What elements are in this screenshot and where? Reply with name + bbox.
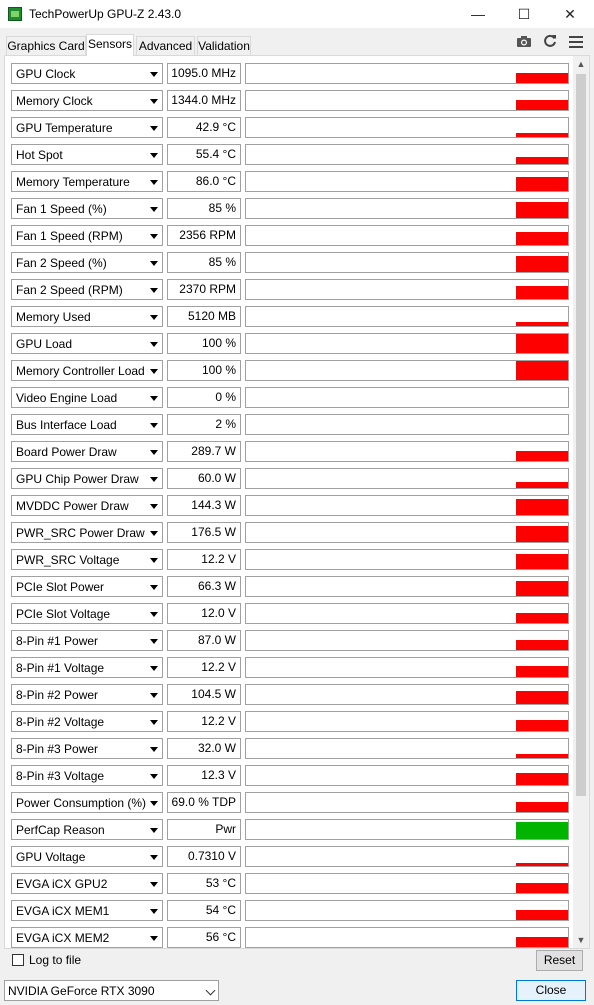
sensor-graph-fill [516, 73, 568, 83]
sensor-graph-fill [516, 883, 568, 893]
sensor-name-dropdown[interactable] [11, 576, 163, 597]
sensor-row [5, 870, 573, 897]
sensor-row [5, 843, 573, 870]
sensor-value: 100 % [167, 360, 241, 381]
sensor-name-dropdown[interactable] [11, 684, 163, 705]
sensor-graph [245, 171, 569, 192]
sensor-graph [245, 603, 569, 624]
log-to-file-label: Log to file [29, 953, 82, 967]
sensor-row [5, 762, 573, 789]
sensor-name: Video Engine Load [16, 391, 118, 405]
sensor-name-dropdown[interactable] [11, 306, 163, 327]
sensor-name-dropdown[interactable] [11, 657, 163, 678]
sensor-graph-fill [516, 937, 568, 947]
sensor-graph [245, 927, 569, 948]
dropdown-arrow-icon [150, 450, 158, 455]
minimize-button[interactable]: — [471, 6, 485, 22]
sensor-graph [245, 117, 569, 138]
sensor-row [5, 141, 573, 168]
sensor-graph-fill [516, 802, 568, 812]
sensor-name: MVDDC Power Draw [16, 499, 129, 513]
sensor-name: Memory Clock [16, 94, 93, 108]
sensor-value: Pwr [167, 819, 241, 840]
sensor-graph-fill [516, 451, 568, 461]
sensor-name-dropdown[interactable] [11, 819, 163, 840]
sensor-name-dropdown[interactable] [11, 549, 163, 570]
sensor-graph-fill [516, 822, 568, 839]
sensor-value: 0 % [167, 387, 241, 408]
sensor-name: Fan 1 Speed (%) [16, 202, 107, 216]
sensor-graph-fill [516, 910, 568, 920]
reset-button[interactable]: Reset [536, 950, 583, 971]
sensor-value: 54 °C [167, 900, 241, 921]
sensor-name-dropdown[interactable] [11, 360, 163, 381]
sensor-name: 8-Pin #2 Voltage [16, 715, 105, 729]
tab-graphics-card[interactable]: Graphics Card [6, 36, 86, 55]
sensor-name: Fan 2 Speed (%) [16, 256, 107, 270]
tab-strip [0, 34, 594, 56]
sensor-row [5, 654, 573, 681]
dropdown-arrow-icon [150, 612, 158, 617]
sensor-row [5, 384, 573, 411]
sensor-graph-fill [516, 334, 568, 353]
sensor-row [5, 195, 573, 222]
sensor-graph-fill [516, 613, 568, 623]
sensor-row [5, 303, 573, 330]
dropdown-arrow-icon [150, 288, 158, 293]
sensors-panel [4, 55, 590, 949]
sensor-name-dropdown[interactable] [11, 738, 163, 759]
sensor-row [5, 708, 573, 735]
sensor-graph [245, 90, 569, 111]
sensor-name: 8-Pin #1 Power [16, 634, 99, 648]
sensor-name-dropdown[interactable] [11, 144, 163, 165]
sensor-name: EVGA iCX GPU2 [16, 877, 108, 891]
scroll-down-icon[interactable]: ▼ [576, 935, 586, 945]
sensor-graph [245, 684, 569, 705]
sensor-graph-fill [516, 361, 568, 380]
sensor-list [5, 56, 573, 948]
sensor-name: Memory Used [16, 310, 91, 324]
close-window-button[interactable]: ✕ [564, 5, 576, 22]
sensor-row [5, 438, 573, 465]
sensor-name-dropdown[interactable] [11, 63, 163, 84]
sensor-graph [245, 738, 569, 759]
sensor-value: 0.7310 V [167, 846, 241, 867]
sensor-graph [245, 63, 569, 84]
sensor-graph [245, 414, 569, 435]
sensor-graph [245, 225, 569, 246]
dropdown-arrow-icon [150, 369, 158, 374]
gpu-z-logo-icon [8, 7, 22, 21]
sensor-graph-fill [516, 691, 568, 704]
sensor-name: 8-Pin #3 Power [16, 742, 99, 756]
sensor-name-dropdown[interactable] [11, 387, 163, 408]
sensor-graph [245, 144, 569, 165]
sensor-name-dropdown[interactable] [11, 522, 163, 543]
dropdown-arrow-icon [150, 909, 158, 914]
sensor-row [5, 411, 573, 438]
sensor-name-dropdown[interactable] [11, 441, 163, 462]
sensor-name: GPU Clock [16, 67, 76, 81]
camera-icon[interactable] [515, 34, 533, 52]
sensor-graph-fill [516, 482, 568, 488]
sensor-graph-fill [516, 286, 568, 299]
sensor-name-dropdown[interactable] [11, 279, 163, 300]
sensor-row [5, 465, 573, 492]
menu-icon[interactable] [567, 34, 585, 52]
scroll-up-icon[interactable]: ▲ [576, 59, 586, 69]
sensor-graph [245, 441, 569, 462]
log-to-file-checkbox[interactable] [12, 954, 24, 966]
gpu-selector-value: NVIDIA GeForce RTX 3090 [8, 984, 155, 998]
sensor-name: PCIe Slot Voltage [16, 607, 111, 621]
sensor-value: 2 % [167, 414, 241, 435]
sensor-name-dropdown[interactable] [11, 90, 163, 111]
sensor-graph [245, 468, 569, 489]
sensor-graph-fill [516, 100, 568, 110]
sensor-row [5, 492, 573, 519]
sensor-name-dropdown[interactable] [11, 927, 163, 948]
sensor-value: 42.9 °C [167, 117, 241, 138]
sensor-row [5, 627, 573, 654]
sensor-graph-fill [516, 202, 568, 218]
sensor-name: Bus Interface Load [16, 418, 117, 432]
sensor-name: Hot Spot [16, 148, 63, 162]
sensor-value: 1344.0 MHz [167, 90, 241, 111]
sensor-value: 12.3 V [167, 765, 241, 786]
sensor-graph [245, 711, 569, 732]
sensor-row [5, 330, 573, 357]
sensor-graph [245, 549, 569, 570]
sensor-name: PWR_SRC Power Draw [16, 526, 145, 540]
window-title: TechPowerUp GPU-Z 2.43.0 [29, 7, 182, 21]
dropdown-arrow-icon [150, 720, 158, 725]
sensor-graph-fill [516, 720, 568, 731]
sensor-graph [245, 576, 569, 597]
dropdown-arrow-icon [150, 747, 158, 752]
dropdown-arrow-icon [150, 855, 158, 860]
sensor-value: 86.0 °C [167, 171, 241, 192]
sensor-row [5, 276, 573, 303]
sensor-row [5, 519, 573, 546]
sensor-row [5, 546, 573, 573]
sensor-row [5, 924, 573, 948]
sensor-graph [245, 873, 569, 894]
sensor-graph-fill [516, 640, 568, 650]
sensor-value: 12.2 V [167, 711, 241, 732]
sensor-row [5, 897, 573, 924]
sensor-name: GPU Chip Power Draw [16, 472, 139, 486]
tab-validation[interactable]: Validation [197, 36, 251, 55]
sensor-graph-fill [516, 499, 568, 515]
sensor-graph [245, 765, 569, 786]
dropdown-arrow-icon [150, 153, 158, 158]
sensor-row [5, 357, 573, 384]
sensor-row [5, 60, 573, 87]
sensor-name: Fan 1 Speed (RPM) [16, 229, 123, 243]
dropdown-arrow-icon [150, 126, 158, 131]
sensor-graph-fill [516, 322, 568, 326]
sensor-graph-fill [516, 666, 568, 677]
sensor-name-dropdown[interactable] [11, 495, 163, 516]
sensor-value: 55.4 °C [167, 144, 241, 165]
sensor-name: 8-Pin #2 Power [16, 688, 99, 702]
dropdown-arrow-icon [150, 882, 158, 887]
sensor-row [5, 168, 573, 195]
sensor-value: 144.3 W [167, 495, 241, 516]
dropdown-arrow-icon [150, 234, 158, 239]
dropdown-arrow-icon [150, 72, 158, 77]
dropdown-arrow-icon [150, 99, 158, 104]
sensor-graph [245, 792, 569, 813]
sensor-name: EVGA iCX MEM1 [16, 904, 110, 918]
dropdown-arrow-icon [150, 639, 158, 644]
sensor-graph [245, 198, 569, 219]
dropdown-arrow-icon [150, 396, 158, 401]
sensor-graph [245, 900, 569, 921]
sensor-graph [245, 630, 569, 651]
sensor-graph-fill [516, 157, 568, 164]
close-button[interactable]: Close [516, 980, 586, 1001]
sensor-row [5, 789, 573, 816]
sensor-name-dropdown[interactable] [11, 252, 163, 273]
sensor-graph [245, 819, 569, 840]
sensor-value: 289.7 W [167, 441, 241, 462]
sensor-graph-fill [516, 581, 568, 596]
sensor-value: 53 °C [167, 873, 241, 894]
sensor-row [5, 87, 573, 114]
sensor-row [5, 816, 573, 843]
sensor-name-dropdown[interactable] [11, 900, 163, 921]
dropdown-arrow-icon [150, 531, 158, 536]
sensor-value: 2370 RPM [167, 279, 241, 300]
dropdown-arrow-icon [150, 666, 158, 671]
sensor-value: 32.0 W [167, 738, 241, 759]
sensor-graph-fill [516, 133, 568, 137]
sensor-value: 56 °C [167, 927, 241, 948]
sensor-name: EVGA iCX MEM2 [16, 931, 110, 945]
sensor-name-dropdown[interactable] [11, 603, 163, 624]
sensor-row [5, 735, 573, 762]
sensor-value: 69.0 % TDP [167, 792, 241, 813]
sensor-value: 100 % [167, 333, 241, 354]
sensor-name-dropdown[interactable] [11, 468, 163, 489]
sensor-value: 2356 RPM [167, 225, 241, 246]
tab-advanced[interactable]: Advanced [136, 36, 195, 55]
sensor-value: 85 % [167, 252, 241, 273]
sensor-graph-fill [516, 256, 568, 272]
sensor-value: 87.0 W [167, 630, 241, 651]
sensor-graph-fill [516, 773, 568, 785]
sensor-name-dropdown[interactable] [11, 225, 163, 246]
sensor-name: GPU Voltage [16, 850, 86, 864]
sensor-graph-fill [516, 754, 568, 758]
sensor-graph-fill [516, 177, 568, 191]
sensor-name-dropdown[interactable] [11, 846, 163, 867]
sensor-name: Memory Temperature [16, 175, 130, 189]
sensor-name: Power Consumption (%) [16, 796, 147, 810]
sensor-value: 85 % [167, 198, 241, 219]
dropdown-arrow-icon [150, 423, 158, 428]
gpu-selector[interactable] [4, 980, 219, 1001]
dropdown-arrow-icon [150, 207, 158, 212]
sensor-graph [245, 846, 569, 867]
sensor-row [5, 681, 573, 708]
sensor-graph-fill [516, 863, 568, 866]
sensor-name-dropdown[interactable] [11, 873, 163, 894]
dropdown-arrow-icon [150, 315, 158, 320]
sensor-graph [245, 657, 569, 678]
dropdown-arrow-icon [150, 504, 158, 509]
sensor-graph [245, 333, 569, 354]
sensor-name-dropdown[interactable] [11, 792, 163, 813]
sensor-name: PerfCap Reason [16, 823, 105, 837]
refresh-icon[interactable] [541, 34, 559, 52]
dropdown-arrow-icon [150, 774, 158, 779]
sensor-graph [245, 306, 569, 327]
sensor-value: 60.0 W [167, 468, 241, 489]
sensor-graph [245, 495, 569, 516]
sensor-value: 176.5 W [167, 522, 241, 543]
sensor-name-dropdown[interactable] [11, 117, 163, 138]
sensor-name: 8-Pin #1 Voltage [16, 661, 105, 675]
dropdown-arrow-icon [150, 477, 158, 482]
tab-sensors[interactable]: Sensors [86, 34, 134, 56]
sensor-value: 12.0 V [167, 603, 241, 624]
sensor-name: GPU Load [16, 337, 73, 351]
sensor-graph-fill [516, 526, 568, 542]
sensor-row [5, 114, 573, 141]
vertical-scrollbar[interactable] [573, 56, 589, 948]
sensor-row [5, 249, 573, 276]
dropdown-arrow-icon [150, 693, 158, 698]
sensor-value: 12.2 V [167, 657, 241, 678]
sensor-value: 1095.0 MHz [167, 63, 241, 84]
dropdown-arrow-icon [150, 180, 158, 185]
dropdown-arrow-icon [150, 558, 158, 563]
sensor-name: GPU Temperature [16, 121, 113, 135]
sensor-row [5, 573, 573, 600]
sensor-row [5, 222, 573, 249]
sensor-row [5, 600, 573, 627]
sensor-name: PCIe Slot Power [16, 580, 105, 594]
sensor-graph-fill [516, 232, 568, 245]
sensor-name: Memory Controller Load [16, 364, 145, 378]
chevron-down-icon [206, 986, 216, 996]
sensor-name: 8-Pin #3 Voltage [16, 769, 105, 783]
sensor-graph [245, 522, 569, 543]
title-bar [0, 0, 594, 28]
sensor-name: Fan 2 Speed (RPM) [16, 283, 123, 297]
sensor-name-dropdown[interactable] [11, 171, 163, 192]
dropdown-arrow-icon [150, 828, 158, 833]
sensor-value: 12.2 V [167, 549, 241, 570]
sensor-name: Board Power Draw [16, 445, 117, 459]
dropdown-arrow-icon [150, 801, 158, 806]
sensor-graph [245, 279, 569, 300]
sensor-graph [245, 252, 569, 273]
scroll-thumb[interactable] [576, 74, 586, 796]
dropdown-arrow-icon [150, 261, 158, 266]
sensor-value: 104.5 W [167, 684, 241, 705]
sensor-name: PWR_SRC Voltage [16, 553, 120, 567]
sensor-name-dropdown[interactable] [11, 765, 163, 786]
sensor-graph [245, 387, 569, 408]
sensor-value: 5120 MB [167, 306, 241, 327]
sensor-value: 66.3 W [167, 576, 241, 597]
dropdown-arrow-icon [150, 585, 158, 590]
sensor-name-dropdown[interactable] [11, 711, 163, 732]
sensor-name-dropdown[interactable] [11, 198, 163, 219]
maximize-button[interactable]: ☐ [517, 5, 531, 22]
sensor-graph-fill [516, 554, 568, 569]
dropdown-arrow-icon [150, 342, 158, 347]
sensor-name-dropdown[interactable] [11, 414, 163, 435]
sensor-name-dropdown[interactable] [11, 333, 163, 354]
sensor-name-dropdown[interactable] [11, 630, 163, 651]
dropdown-arrow-icon [150, 936, 158, 941]
sensor-graph [245, 360, 569, 381]
